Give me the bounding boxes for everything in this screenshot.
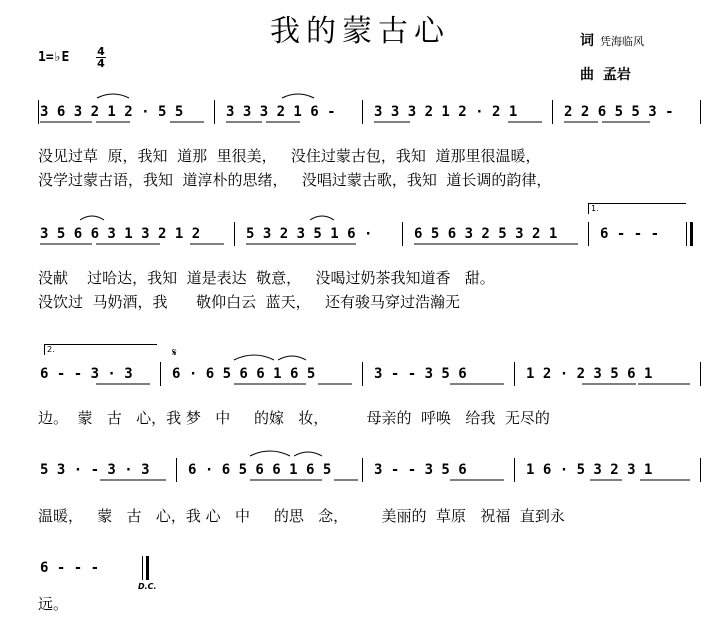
segno-sign: 𝄋: [172, 346, 177, 359]
final-barline-thick: [146, 556, 149, 580]
barline: [514, 458, 515, 482]
composer-name: 孟岩: [602, 67, 631, 83]
lyric-line: [0, 594, 720, 614]
barline: [514, 362, 515, 386]
time-signature-top: 4: [97, 45, 105, 58]
barline: [402, 222, 403, 246]
barline: [362, 362, 363, 386]
measure: 5 3 · - 3 · 3: [40, 462, 150, 478]
ending-label: 2.: [47, 345, 55, 354]
measure: 3 3 3 2 1 6 -: [226, 104, 336, 120]
barline: [362, 100, 363, 124]
measure: 1 6 · 5 3 2 3 1: [526, 462, 653, 478]
dc-mark: D.C.: [138, 582, 157, 591]
lyric-line: [0, 506, 720, 526]
final-barline: [142, 556, 143, 580]
lyric-text: 没饮过 马奶酒，我 敬仰白云 蓝天， 还有骏马穿过浩瀚无: [38, 293, 460, 311]
measure: 6 - - 3 · 3: [40, 366, 133, 382]
slur: [234, 355, 274, 360]
first-ending-bracket: [588, 203, 686, 214]
lyric-text: 没见过草 原，我知 道那 里很美， 没住过蒙古包，我知 道那里很温暖，: [38, 147, 541, 165]
composer-label: 曲: [580, 67, 594, 83]
notation-row-5: [0, 556, 720, 580]
lyricist-credit: [580, 30, 644, 50]
measure: 6 · 6 5 6 6 1 6 5: [188, 462, 332, 478]
slur: [97, 94, 129, 98]
notation-row-1: [0, 100, 720, 124]
measure: 5 3 2 3 5 1 6 ·: [246, 226, 373, 242]
lyricist-name: 凭海临风: [600, 35, 644, 48]
notation-row-2: [0, 222, 720, 246]
lyric-line: [0, 146, 720, 166]
measure: 3 - - 3 5 6: [374, 462, 467, 478]
slur: [294, 452, 322, 456]
measure: 3 - - 3 5 6: [374, 366, 467, 382]
slur: [80, 216, 104, 220]
measure: 6 - - -: [40, 560, 100, 576]
barline: [588, 222, 589, 246]
repeat-barline: [686, 222, 687, 246]
lyric-line: [0, 170, 720, 190]
measure: 6 - - -: [600, 226, 660, 242]
barline: [160, 362, 161, 386]
barline: [700, 458, 701, 482]
lyricist-label: 词: [580, 33, 594, 49]
barline: [38, 100, 39, 124]
lyric-line: [0, 408, 720, 428]
lyric-text: 远。: [38, 595, 69, 613]
barline: [176, 458, 177, 482]
barline: [552, 100, 553, 124]
measure: 3 3 3 2 1 2 · 2 1: [374, 104, 518, 120]
measure: 6 · 6 5 6 6 1 6 5: [172, 366, 316, 382]
barline: [362, 458, 363, 482]
repeat-barline-thick: [690, 222, 693, 246]
lyric-line: [0, 268, 720, 288]
barline: [700, 362, 701, 386]
barline: [214, 100, 215, 124]
measure: 2 2 6 5 5 3 -: [564, 104, 674, 120]
measure: 1 2 · 2 3 5 6 1: [526, 366, 653, 382]
ending-label: 1.: [591, 204, 599, 213]
second-ending-bracket: [44, 344, 157, 355]
lyric-text: 没献 过哈达，我知 道是表达 敬意， 没喝过奶茶我知道香 甜。: [38, 269, 495, 287]
lyric-text: 没学过蒙古语，我知 道淳朴的思绪， 没唱过蒙古歌，我知 道长调的韵律，: [38, 171, 552, 189]
lyric-text: 温暖， 蒙 古 心，我 心 中 的思 念， 美丽的 草原 祝福 直到永: [38, 507, 565, 525]
key-signature: 1=♭E: [38, 50, 70, 65]
barline: [700, 100, 701, 124]
slur: [310, 216, 334, 220]
measure: 3 6 3 2 1 2 · 5 5: [40, 104, 184, 120]
composer-credit: [580, 64, 631, 84]
barline: [234, 222, 235, 246]
time-signature-bottom: 4: [97, 57, 105, 70]
lyric-line: [0, 292, 720, 312]
time-signature: [96, 46, 106, 69]
notation-row-3: [0, 362, 720, 386]
slur: [250, 451, 290, 456]
measure: 3 5 6 6 3 1 3 2 1 2: [40, 226, 201, 242]
lyric-text: 边。 蒙 古 心，我 梦 中 的嫁 妆， 母亲的 呼唤 给我 无尽的: [38, 409, 550, 427]
notation-row-4: [0, 458, 720, 482]
song-title: 我的蒙古心: [270, 14, 450, 49]
slur: [278, 356, 306, 360]
slur: [282, 94, 314, 98]
measure: 6 5 6 3 2 5 3 2 1: [414, 226, 558, 242]
